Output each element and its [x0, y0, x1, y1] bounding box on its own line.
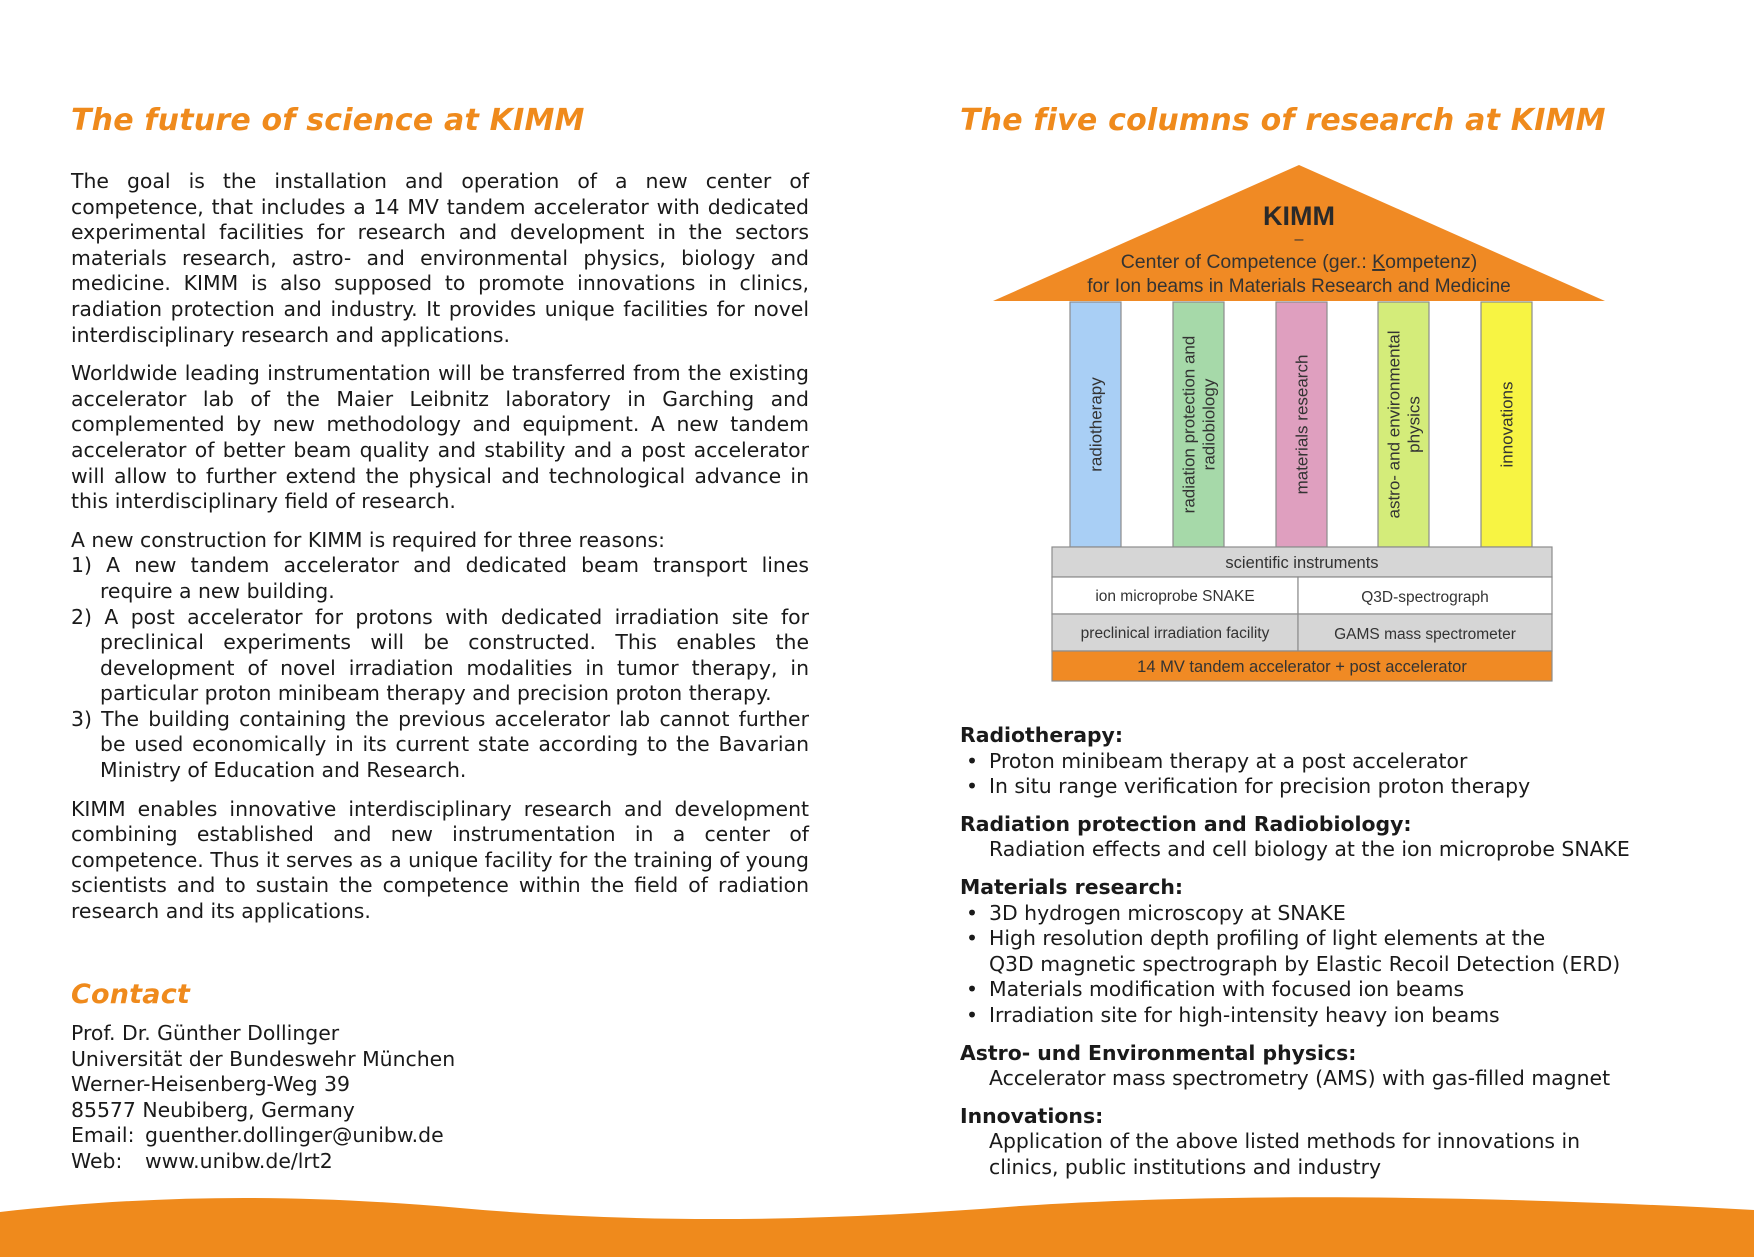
bullet-icon: • [966, 748, 979, 773]
contact-name: Prof. Dr. Günther Dollinger [71, 1021, 340, 1045]
list-item [960, 1003, 1680, 1029]
email-link[interactable]: guenther.dollinger@unibw.de [145, 1123, 444, 1148]
instrument-preclinical: preclinical irradiation facility [1080, 625, 1270, 642]
contact-block [71, 1021, 455, 1175]
section-text-line: clinics, public institutions and industry [989, 1154, 1382, 1179]
section-title: Astro- und Environmental physics: [960, 1040, 1357, 1065]
roof-line-1-k: K [1372, 251, 1386, 273]
section-title: Materials research: [960, 874, 1184, 899]
list-item-text-continued: Q3D magnetic spectrograph by Elastic Recoil Detection (ERD) [989, 951, 1621, 976]
web-label: Web: [71, 1148, 123, 1173]
list-item [960, 977, 1680, 1003]
paragraph-instrumentation: Worldwide leading instrumentation will be transferred from the existing accelerator lab of the Maier Leibnitz laboratory in Garching and complemented by new methodology and equipment. A new tandem accelerator of better beam quality and stability and a post accelerator will allow to further extend the physical and technological advance in this interdisciplinary field of research. [71, 361, 809, 514]
reasons-intro: A new construction for KIMM is required for three reasons: [71, 527, 666, 552]
reason-item: 1) A new tandem accelerator and dedicated beam transport lines require a new building. [71, 553, 809, 603]
contact-title: Contact [71, 979, 191, 1010]
kimm-temple-diagram [990, 162, 1630, 694]
column-label [1087, 377, 1106, 472]
bullet-icon: • [966, 1002, 979, 1027]
reason-item: 3) The building containing the previous accelerator lab cannot further be used economically in its current state according to the Bavarian Ministry of Education and Research. [71, 706, 809, 783]
column-label [1498, 381, 1517, 467]
list-item-text: Proton minibeam therapy at a post accelerator [989, 748, 1468, 773]
roof-line-2: for Ion beams in Materials Research and Medicine [1087, 276, 1511, 297]
research-columns-text [960, 723, 1680, 1193]
instrument-snake: ion microprobe SNAKE [1095, 588, 1255, 605]
column-label [1293, 355, 1312, 495]
bullet-icon: • [966, 977, 979, 1002]
column-label-line: radiotherapy [1086, 377, 1106, 472]
accelerator-base-label: 14 MV tandem accelerator + post accelerator [1137, 658, 1467, 676]
section-astro-environmental [960, 1041, 1680, 1092]
bullet-icon: • [966, 926, 979, 951]
contact-organization: Universität der Bundeswehr München [71, 1046, 456, 1071]
roof-title: KIMM [1263, 201, 1335, 231]
reasons-list [71, 553, 809, 783]
reason-item: 2) A post accelerator for protons with dedicated irradiation site for preclinical experiments will be constructed. This enables the development of novel irradiation modalities in tumor therapy, in particular proton minibeam therapy and precision proton therapy. [71, 604, 809, 706]
roof-line-1-pre: Center of Competence (ger.: [1120, 251, 1373, 273]
roof-line-1 [1121, 251, 1478, 273]
contact-street: Werner-Heisenberg-Weg 39 [71, 1072, 350, 1097]
instruments-header: scientific instruments [1225, 554, 1379, 572]
section-radiotherapy [960, 723, 1680, 800]
section-radiation-protection [960, 812, 1680, 863]
contact-city: 85577 Neubiberg, Germany [71, 1097, 355, 1122]
list-item-text: 3D hydrogen microscopy at SNAKE [989, 900, 1346, 925]
section-title: Radiotherapy: [960, 723, 1124, 747]
bullet-list [960, 749, 1680, 800]
column-label-line: innovations [1497, 381, 1517, 468]
roof-dash: – [1294, 231, 1304, 248]
bullet-icon: • [966, 774, 979, 799]
list-item [960, 774, 1680, 800]
list-item-text: Materials modification with focused ion beams [989, 977, 1465, 1002]
section-innovations [960, 1104, 1680, 1181]
column-label-line: astro- and environmental [1384, 330, 1404, 519]
roof-line-1-post: ompetenz) [1385, 251, 1478, 273]
section-title: Radiation protection and Radiobiology: [960, 811, 1412, 836]
list-item-text: Irradiation site for high-intensity heavy ion beams [989, 1002, 1500, 1027]
list-item-text: In situ range verification for precision proton therapy [989, 774, 1531, 799]
list-item [960, 926, 1680, 977]
list-item [960, 749, 1680, 775]
diagram-columns [1070, 302, 1532, 547]
main-title: The future of science at KIMM [71, 103, 585, 138]
instrument-q3d: Q3D-spectrograph [1361, 589, 1489, 606]
column-label-line: radiation protection and [1179, 335, 1199, 514]
bullet-list [960, 901, 1680, 1029]
list-item-text: High resolution depth profiling of light elements at the [989, 926, 1546, 951]
section-title: Innovations: [960, 1103, 1104, 1128]
contact-web-row [71, 1149, 455, 1175]
web-link[interactable]: www.unibw.de/lrt2 [145, 1148, 333, 1173]
email-label: Email: [71, 1123, 135, 1148]
paragraph-conclusion: KIMM enables innovative interdisciplinary research and development combining established and new instrumentation in a center of competence. Thus it serves as a unique facility for the training of young scientists and to sustain the competence within the field of radiation research and its applications. [71, 796, 809, 924]
footer-wave [0, 1192, 1754, 1257]
section-text: Accelerator mass spectrometry (AMS) with gas-filled magnet [989, 1066, 1611, 1091]
section-text: Radiation effects and cell biology at the ion microprobe SNAKE [989, 837, 1630, 862]
paragraph-goal: The goal is the installation and operation of a new center of competence, that includes a 14 MV tandem accelerator with dedicated experimental facilities for research and development in the sectors materials research, astro- and environmental physics, biology and medicine. KIMM is also supposed to promote innovations in clinics, radiation protection and industry. It provides unique facilities for novel interdisciplinary research and applications. [71, 169, 809, 347]
contact-email-row [71, 1123, 455, 1149]
column-label-line: radiobiology [1199, 378, 1219, 471]
bullet-icon: • [966, 900, 979, 925]
section-text-line: Application of the above listed methods for innovations in [989, 1129, 1581, 1154]
section-materials-research [960, 875, 1680, 1029]
instrument-gams: GAMS mass spectrometer [1334, 626, 1516, 643]
research-title: The five columns of research at KIMM [960, 103, 1606, 138]
column-label-line: physics [1404, 396, 1424, 453]
list-item [960, 901, 1680, 927]
footer-wave-shape [0, 1197, 1754, 1257]
column-label-line: materials research [1292, 354, 1312, 495]
intro-text-block [71, 169, 809, 938]
